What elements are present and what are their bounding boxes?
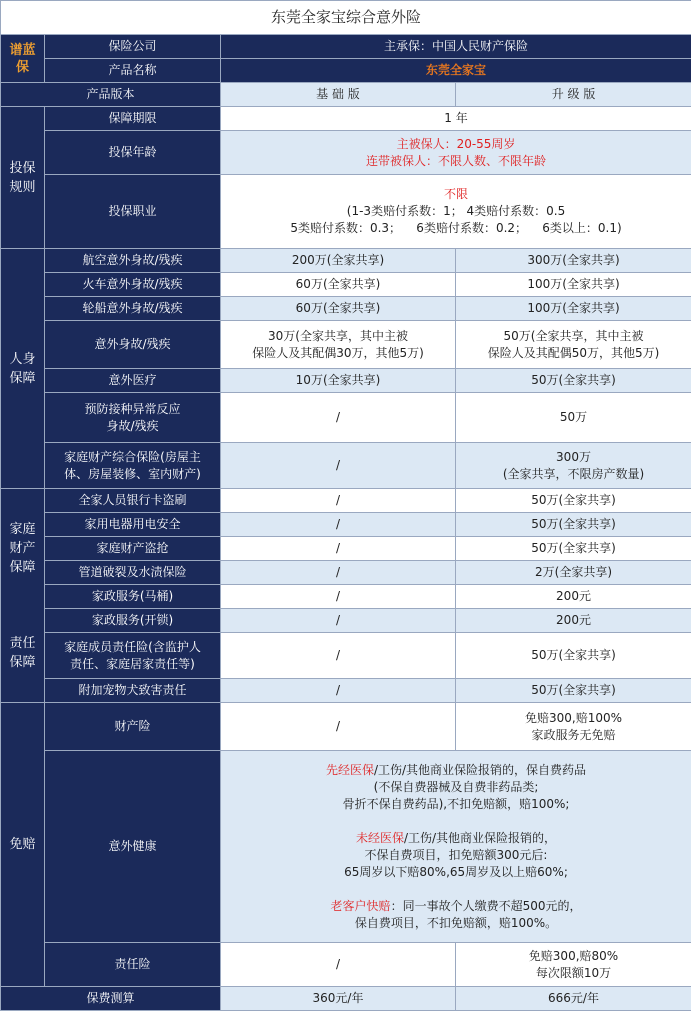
property-upgrade-2: (全家共享，不限房产数量) — [502, 466, 645, 481]
job-line-1: 不限 — [444, 187, 469, 201]
age-value — [221, 131, 691, 175]
category-family-3: 保障 — [9, 559, 36, 575]
deductible-liability-upgrade — [456, 943, 691, 987]
table-row-upgrade: 50万(全家共享) — [456, 513, 691, 537]
category-rules — [1, 107, 45, 249]
table-row-basic: / — [221, 489, 456, 513]
deductible-property-basic: / — [221, 703, 456, 751]
table-row-upgrade: 100万(全家共享) — [456, 297, 691, 321]
health-line-8: 保自费项目，不扣免赔额，赔100%。 — [354, 915, 558, 930]
period-value: 1 年 — [221, 107, 691, 131]
brand-logo — [1, 35, 45, 83]
table-row-upgrade: 50万(全家共享) — [456, 537, 691, 561]
table-row-label: 轮船意外身故/残疾 — [45, 297, 221, 321]
pet-basic: / — [221, 679, 456, 703]
table-title: 东莞全家宝综合意外险 — [1, 1, 691, 35]
premium-basic: 360元/年 — [221, 987, 456, 1011]
category-personal — [1, 249, 45, 489]
product-label: 产品名称 — [45, 59, 221, 83]
deductible-property-upgrade-2: 家政服务无免赔 — [531, 727, 616, 742]
medical-basic: 10万(全家共享) — [221, 369, 456, 393]
table-row-label: 家庭财产盗抢 — [45, 537, 221, 561]
accident-label: 意外身故/残疾 — [45, 321, 221, 369]
accident-upgrade-2: 保险人及其配偶50万，其他5万) — [487, 345, 660, 360]
deductible-liability-upgrade-1: 免赔300,赔80% — [528, 948, 619, 963]
accident-upgrade-1: 50万(全家共享，其中主被 — [503, 328, 644, 343]
liability-basic: / — [221, 633, 456, 679]
property-label-2: 体、房屋装修、室内财产) — [64, 466, 201, 481]
vaccine-label — [45, 393, 221, 443]
version-basic: 基 础 版 — [221, 83, 456, 107]
accident-upgrade — [456, 321, 691, 369]
table-row-basic: / — [221, 561, 456, 585]
health-line-4-red: 未经医保 — [355, 830, 404, 845]
brand-line-2: 保 — [15, 59, 29, 75]
category-family — [1, 489, 45, 703]
job-line-3: 5类赔付系数：0.3； 6类赔付系数：0.2； 6类以上：0.1) — [290, 221, 622, 235]
health-line-7-red: 老客户快赔 — [330, 898, 391, 913]
table-row-label: 火车意外身故/残疾 — [45, 273, 221, 297]
company-value: 主承保：中国人民财产保险 — [221, 35, 691, 59]
job-value — [221, 175, 691, 249]
health-line-7: ：同一事故个人缴费不超500元的， — [390, 898, 582, 913]
table-row-label: 全家人员银行卡盗刷 — [45, 489, 221, 513]
health-line-5: 不保自费项目，扣免赔额300元后: — [364, 847, 548, 862]
medical-label: 意外医疗 — [45, 369, 221, 393]
property-basic: / — [221, 443, 456, 489]
property-label — [45, 443, 221, 489]
liability-label-2: 责任、家庭居家责任等) — [70, 656, 195, 671]
accident-basic — [221, 321, 456, 369]
table-row-upgrade: 50万(全家共享) — [456, 489, 691, 513]
job-line-2: (1-3类赔付系数：1； 4类赔付系数：0.5 — [346, 204, 566, 218]
accident-basic-2: 保险人及其配偶30万，其他5万) — [252, 345, 424, 360]
table-row-upgrade: 200元 — [456, 585, 691, 609]
accident-basic-1: 30万(全家共享，其中主被 — [268, 328, 408, 343]
table-row-upgrade: 2万(全家共享) — [456, 561, 691, 585]
health-line-2: (不保自费器械及自费非药品类; — [373, 779, 539, 794]
category-liability-1: 责任 — [9, 635, 36, 651]
table-row-upgrade: 200元 — [456, 609, 691, 633]
health-line-1-red: 先经医保 — [325, 762, 374, 777]
company-label: 保险公司 — [45, 35, 221, 59]
category-deductible: 免赔 — [1, 703, 45, 987]
period-label: 保障期限 — [45, 107, 221, 131]
table-row-upgrade: 300万(全家共享) — [456, 249, 691, 273]
category-family-2: 财产 — [9, 540, 36, 556]
table-row-basic: / — [221, 537, 456, 561]
health-line-1: /工伤/其他商业保险报销的，保自费药品 — [373, 762, 587, 777]
table-row-basic: / — [221, 513, 456, 537]
table-row-basic: / — [221, 585, 456, 609]
age-line-2: 连带被保人：不限人数、不限年龄 — [366, 153, 547, 168]
deductible-health-label: 意外健康 — [45, 751, 221, 943]
pet-upgrade: 50万(全家共享) — [456, 679, 691, 703]
liability-label-1: 家庭成员责任险(含监护人 — [64, 639, 201, 654]
category-family-1: 家庭 — [9, 521, 36, 537]
table-row-label: 管道破裂及水渍保险 — [45, 561, 221, 585]
product-value: 东莞全家宝 — [221, 59, 691, 83]
version-upgrade: 升 级 版 — [456, 83, 691, 107]
age-label: 投保年龄 — [45, 131, 221, 175]
property-upgrade — [456, 443, 691, 489]
pet-label: 附加宠物犬致害责任 — [45, 679, 221, 703]
table-row-upgrade: 100万(全家共享) — [456, 273, 691, 297]
deductible-property-label: 财产险 — [45, 703, 221, 751]
table-row-basic: 60万(全家共享) — [221, 273, 456, 297]
vaccine-upgrade: 50万 — [456, 393, 691, 443]
deductible-health-value — [221, 751, 691, 943]
premium-label: 保费测算 — [1, 987, 221, 1011]
health-line-4: /工伤/其他商业保险报销的， — [403, 830, 557, 845]
table-row-label: 航空意外身故/残疾 — [45, 249, 221, 273]
deductible-property-upgrade-1: 免赔300,赔100% — [524, 710, 623, 725]
table-row-label: 家用电器用电安全 — [45, 513, 221, 537]
deductible-liability-basic: / — [221, 943, 456, 987]
table-row-label: 家政服务(开锁) — [45, 609, 221, 633]
age-line-1: 主被保人：20-55周岁 — [396, 136, 516, 151]
liability-label — [45, 633, 221, 679]
medical-upgrade: 50万(全家共享) — [456, 369, 691, 393]
table-row-basic: 200万(全家共享) — [221, 249, 456, 273]
table-row-basic: 60万(全家共享) — [221, 297, 456, 321]
vaccine-label-1: 预防接种异常反应 — [84, 401, 181, 416]
deductible-liability-label: 责任险 — [45, 943, 221, 987]
health-line-6: 65周岁以下赔80%,65周岁及以上赔60%; — [344, 864, 568, 879]
category-liability-2: 保障 — [9, 654, 36, 670]
premium-upgrade: 666元/年 — [456, 987, 691, 1011]
health-line-3: 骨折不保自费药品),不扣免赔额，赔100%; — [342, 796, 570, 811]
brand-line-1: 谱蓝 — [9, 42, 36, 58]
property-upgrade-1: 300万 — [556, 449, 591, 464]
deductible-property-upgrade — [456, 703, 691, 751]
version-label: 产品版本 — [1, 83, 221, 107]
liability-upgrade: 50万(全家共享) — [456, 633, 691, 679]
category-personal-1: 人身 — [9, 351, 36, 367]
vaccine-label-2: 身故/残疾 — [106, 418, 159, 433]
table-row-basic: / — [221, 609, 456, 633]
property-label-1: 家庭财产综合保险(房屋主 — [64, 449, 201, 464]
vaccine-basic: / — [221, 393, 456, 443]
job-label: 投保职业 — [45, 175, 221, 249]
category-rules-2: 规则 — [9, 179, 36, 195]
deductible-liability-upgrade-2: 每次限额10万 — [535, 965, 612, 980]
table-row-label: 家政服务(马桶) — [45, 585, 221, 609]
category-personal-2: 保障 — [9, 370, 36, 386]
category-rules-1: 投保 — [9, 160, 36, 176]
